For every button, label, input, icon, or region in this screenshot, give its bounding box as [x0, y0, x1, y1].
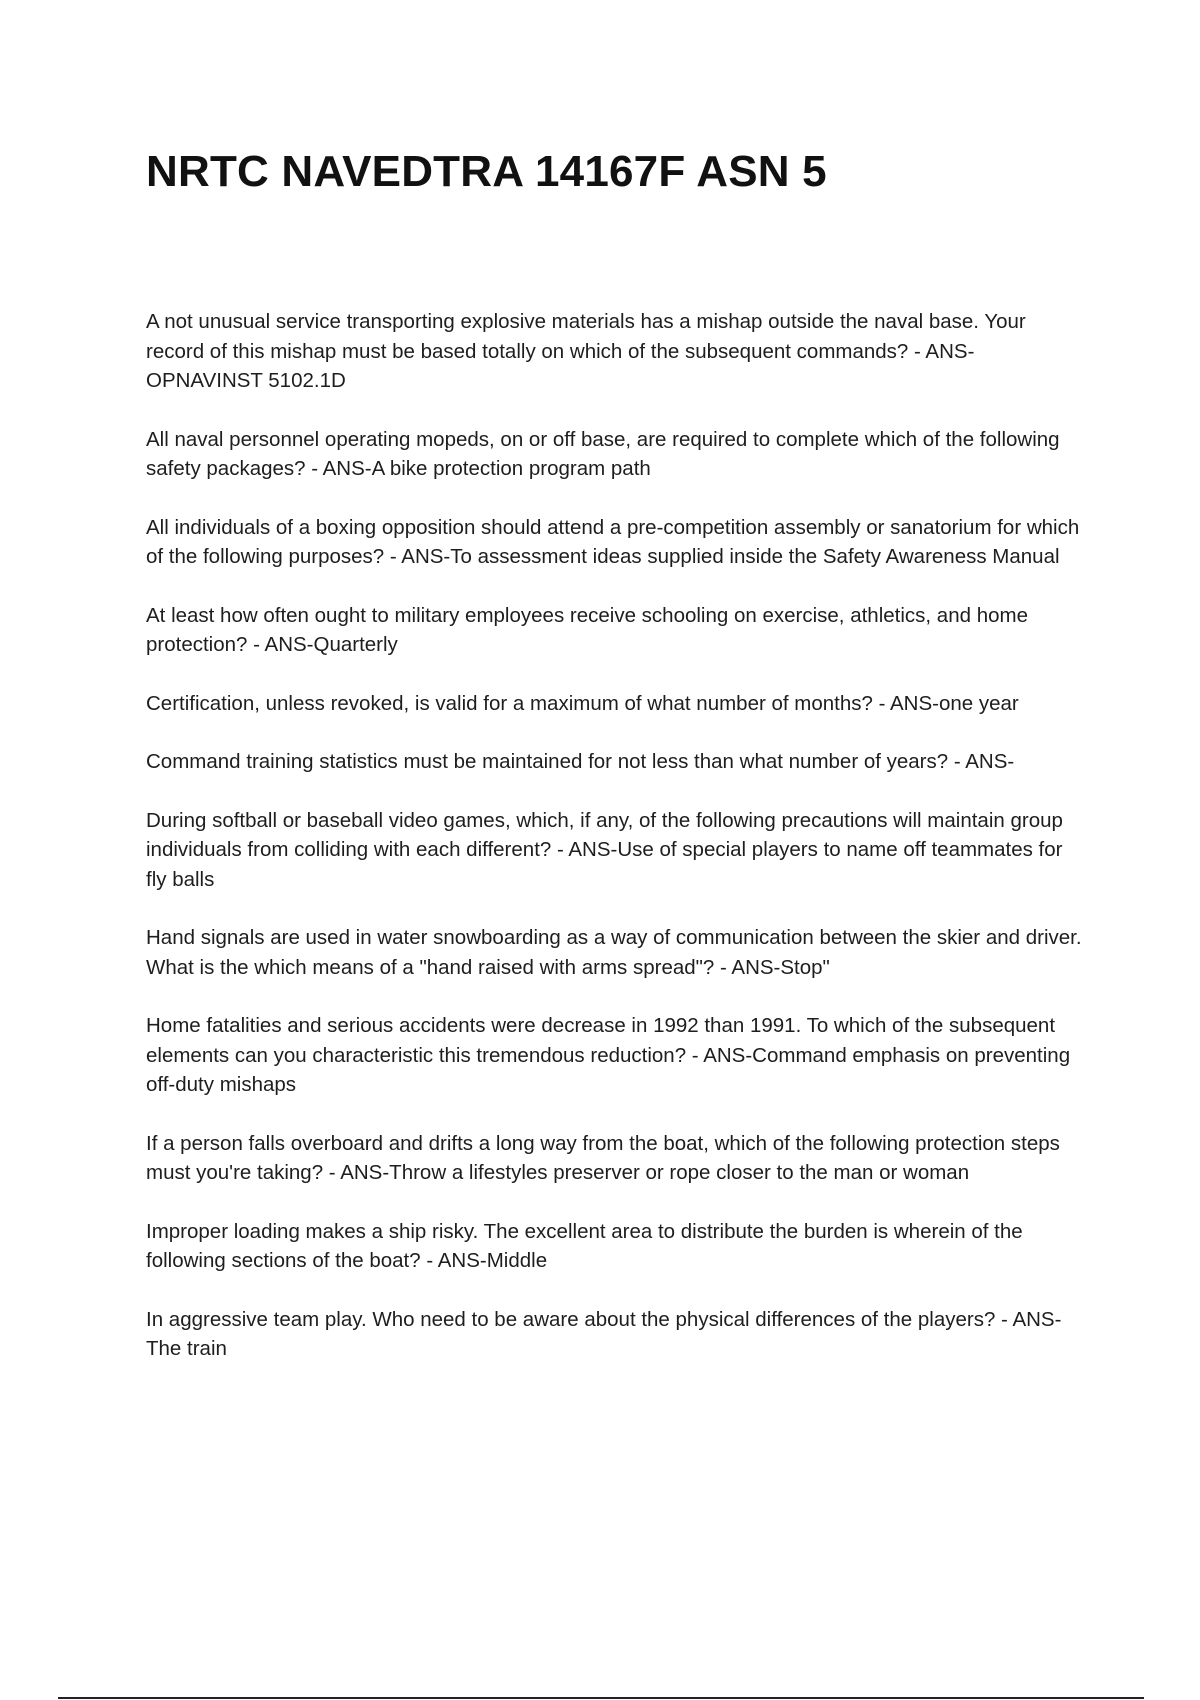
qa-item: In aggressive team play. Who need to be aware about the physical differences of the players? - ANS-The train [146, 1307, 1062, 1360]
qa-item: A not unusual service transporting explosive materials has a mishap outside the naval base. Your record of this mishap must be based totally on which of the subsequent commands? - ANS-OPNAVINST 5102.1D [146, 310, 1026, 392]
qa-item: All naval personnel operating mopeds, on or off base, are required to complete which of the following safety packages? - ANS-A bike protection program path [146, 427, 1060, 480]
qa-item: Hand signals are used in water snowboarding as a way of communication between the skier and driver. What is the which means of a "hand raised with arms spread"? - ANS-Stop" [146, 926, 1082, 979]
question-answer-list [146, 307, 1086, 1393]
qa-item: Command training statistics must be maintained for not less than what number of years? - ANS- [146, 750, 1015, 773]
qa-item: All individuals of a boxing opposition should attend a pre-competition assembly or sanatorium for which of the following purposes? - ANS-To assessment ideas supplied inside the Safety Awareness Manual [146, 515, 1080, 568]
footer-divider [58, 1697, 1144, 1699]
document-title: NRTC NAVEDTRA 14167F ASN 5 [146, 147, 827, 196]
qa-item: If a person falls overboard and drifts a long way from the boat, which of the following protection steps must you're taking? - ANS-Throw a lifestyles preserver or rope closer to the man or woman [146, 1131, 1060, 1184]
qa-item: Certification, unless revoked, is valid for a maximum of what number of months? - ANS-one year [146, 691, 1019, 715]
qa-item: Improper loading makes a ship risky. The excellent area to distribute the burden is wherein of the following sections of the boat? - ANS-Middle [146, 1219, 1023, 1272]
qa-item: Home fatalities and serious accidents were decrease in 1992 than 1991. To which of the subsequent elements can you characteristic this tremendous reduction? - ANS-Command emphasis on preventing off-duty mishaps [146, 1014, 1071, 1096]
qa-item: During softball or baseball video games, which, if any, of the following precautions will maintain group individuals from colliding with each different? - ANS-Use of special players to name off teammates for fly balls [146, 808, 1063, 891]
qa-item: At least how often ought to military employees receive schooling on exercise, athletics, and home protection? - ANS-Quarterly [146, 603, 1028, 656]
